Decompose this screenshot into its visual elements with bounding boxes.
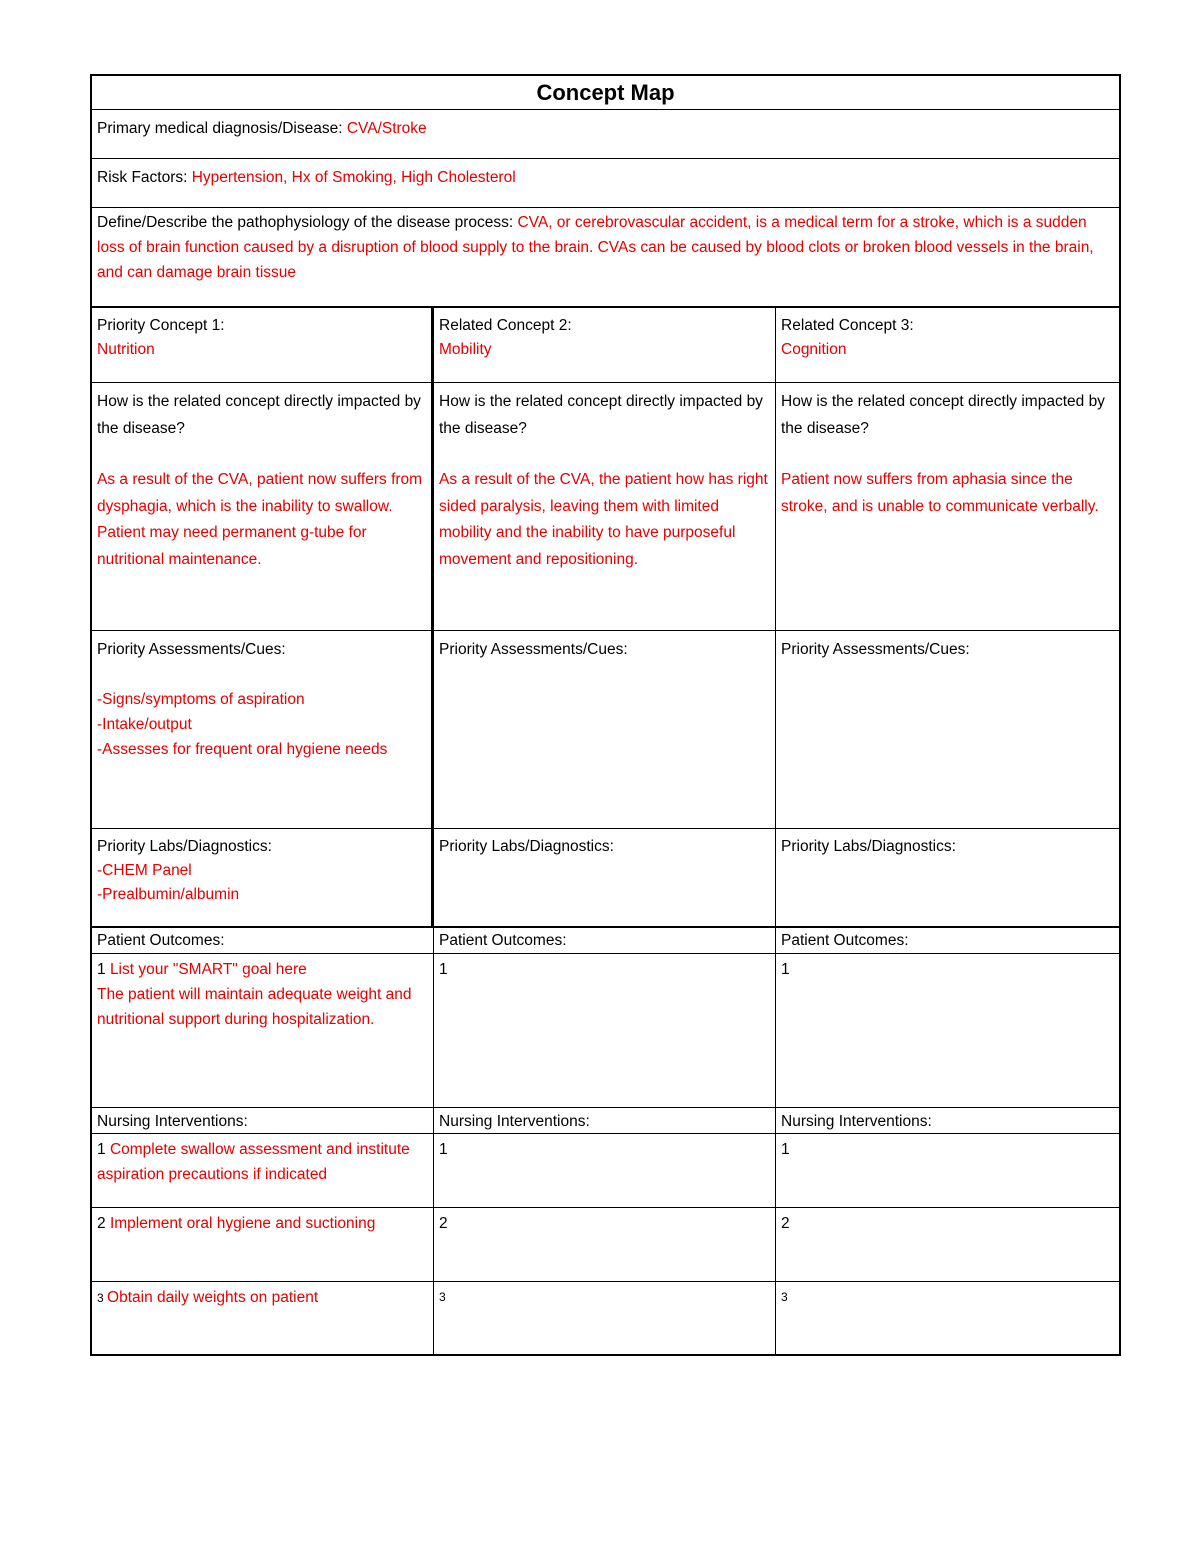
assessment-item: -Intake/output bbox=[97, 716, 192, 733]
assessments-1-cell bbox=[92, 631, 434, 828]
outcome-goal: The patient will maintain adequate weight and nutritional support during hospitalization. bbox=[97, 986, 412, 1028]
outcomes-1-cell bbox=[92, 954, 434, 1107]
intervention-3-col3: 3 bbox=[781, 1290, 788, 1304]
labs-1-cell bbox=[92, 829, 434, 926]
pathophysiology-value: CVA, or cerebrovascular accident, is a medical term for a stroke, which is a sudden loss of brain function caused by a disruption of blood supply to the brain. CVAs can be caused by blood clots or broken blood vessels in the brain, and can damage brain tissue bbox=[97, 214, 1094, 281]
intervention-2-col3: 2 bbox=[781, 1215, 790, 1232]
assessments-1-label: Priority Assessments/Cues: bbox=[97, 641, 286, 658]
impact-2-cell bbox=[434, 383, 776, 630]
intervention-row-3 bbox=[92, 1282, 1119, 1356]
lab-item: -CHEM Panel bbox=[97, 862, 192, 879]
intervention-row-1 bbox=[92, 1134, 1119, 1208]
assessments-2-cell bbox=[434, 631, 776, 828]
diagnosis-cell bbox=[92, 110, 1119, 158]
intervention-1-col1 bbox=[92, 1134, 434, 1207]
risk-factors-row bbox=[92, 159, 1119, 208]
assessments-row bbox=[92, 631, 1119, 829]
concept-3-label: Related Concept 3: bbox=[781, 317, 914, 334]
impact-1-answer: As a result of the CVA, patient now suffers from dysphagia, which is the inability to swallow. Patient may need permanent g-tube for nutritional maintenance. bbox=[97, 471, 423, 568]
concept-1-label: Priority Concept 1: bbox=[97, 317, 225, 334]
outcomes-3-cell: 1 bbox=[781, 961, 790, 978]
intervention-text: Obtain daily weights on patient bbox=[107, 1289, 319, 1306]
title-row bbox=[92, 76, 1119, 110]
pathophysiology-row bbox=[92, 208, 1119, 308]
outcomes-1-label: Patient Outcomes: bbox=[92, 928, 434, 953]
intervention-number: 2 bbox=[97, 1215, 110, 1232]
intervention-3-col1 bbox=[92, 1282, 434, 1356]
impact-1-cell bbox=[92, 383, 434, 630]
impact-2-question: How is the related concept directly impacted by the disease? bbox=[439, 393, 763, 437]
concepts-row bbox=[92, 308, 1119, 383]
concept-3-cell bbox=[776, 308, 1119, 382]
labs-3-label: Priority Labs/Diagnostics: bbox=[781, 838, 956, 855]
diagnosis-row bbox=[92, 110, 1119, 159]
pathophysiology-cell bbox=[92, 208, 1119, 306]
impact-2-answer: As a result of the CVA, the patient how has right sided paralysis, leaving them with limited mobility and the inability to have purposeful movement and repositioning. bbox=[439, 471, 768, 568]
concept-3-value: Cognition bbox=[781, 341, 847, 358]
intervention-1-col2: 1 bbox=[434, 1134, 776, 1207]
intervention-number: 1 bbox=[97, 1141, 110, 1158]
page-title: Concept Map bbox=[536, 80, 675, 105]
concept-1-value: Nutrition bbox=[97, 341, 155, 358]
intervention-2-col2: 2 bbox=[434, 1208, 776, 1281]
labs-row bbox=[92, 829, 1119, 928]
interventions-header-row bbox=[92, 1108, 1119, 1134]
diagnosis-value: CVA/Stroke bbox=[346, 120, 427, 137]
impact-3-cell bbox=[776, 383, 1119, 630]
impact-3-question: How is the related concept directly impacted by the disease? bbox=[781, 393, 1105, 437]
diagnosis-label: Primary medical diagnosis/Disease: bbox=[97, 120, 347, 137]
outcomes-2-label: Patient Outcomes: bbox=[434, 928, 776, 953]
outcome-number: 1 bbox=[97, 961, 110, 978]
outcome-hint: List your "SMART" goal here bbox=[109, 961, 307, 978]
interventions-2-label: Nursing Interventions: bbox=[434, 1108, 776, 1133]
intervention-text: Complete swallow assessment and institute aspiration precautions if indicated bbox=[97, 1141, 410, 1183]
impact-3-answer: Patient now suffers from aphasia since the stroke, and is unable to communicate verbally. bbox=[781, 471, 1099, 515]
intervention-3-col2: 3 bbox=[434, 1282, 776, 1356]
labs-2-cell bbox=[434, 829, 776, 926]
interventions-3-label: Nursing Interventions: bbox=[781, 1113, 932, 1130]
concept-2-cell bbox=[434, 308, 776, 382]
impact-row bbox=[92, 383, 1119, 631]
labs-1-label: Priority Labs/Diagnostics: bbox=[97, 838, 272, 855]
assessments-2-label: Priority Assessments/Cues: bbox=[439, 641, 628, 658]
concept-1-cell bbox=[92, 308, 434, 382]
outcomes-3-label: Patient Outcomes: bbox=[781, 932, 909, 949]
risk-factors-value: Hypertension, Hx of Smoking, High Cholesterol bbox=[191, 169, 516, 186]
intervention-row-2 bbox=[92, 1208, 1119, 1282]
outcomes-header-row bbox=[92, 928, 1119, 954]
lab-item: -Prealbumin/albumin bbox=[97, 886, 240, 903]
pathophysiology-label: Define/Describe the pathophysiology of the disease process: bbox=[97, 214, 518, 231]
risk-factors-label: Risk Factors: bbox=[97, 169, 192, 186]
outcomes-2-cell: 1 bbox=[434, 954, 776, 1107]
assessment-item: -Signs/symptoms of aspiration bbox=[97, 691, 305, 708]
interventions-1-label: Nursing Interventions: bbox=[92, 1108, 434, 1133]
labs-2-label: Priority Labs/Diagnostics: bbox=[439, 838, 614, 855]
intervention-1-col3: 1 bbox=[781, 1141, 790, 1158]
concept-2-label: Related Concept 2: bbox=[439, 317, 572, 334]
intervention-2-col1 bbox=[92, 1208, 434, 1281]
intervention-number: 3 bbox=[97, 1291, 108, 1305]
assessment-item: -Assesses for frequent oral hygiene needs bbox=[97, 741, 388, 758]
concept-2-value: Mobility bbox=[439, 341, 492, 358]
concept-map-sheet bbox=[90, 74, 1121, 1356]
risk-factors-cell bbox=[92, 159, 1119, 207]
labs-3-cell bbox=[776, 829, 1119, 926]
assessments-3-cell bbox=[776, 631, 1119, 828]
impact-1-question: How is the related concept directly impacted by the disease? bbox=[97, 393, 421, 437]
assessments-3-label: Priority Assessments/Cues: bbox=[781, 641, 970, 658]
intervention-text: Implement oral hygiene and suctioning bbox=[109, 1215, 376, 1232]
outcomes-body-row bbox=[92, 954, 1119, 1108]
